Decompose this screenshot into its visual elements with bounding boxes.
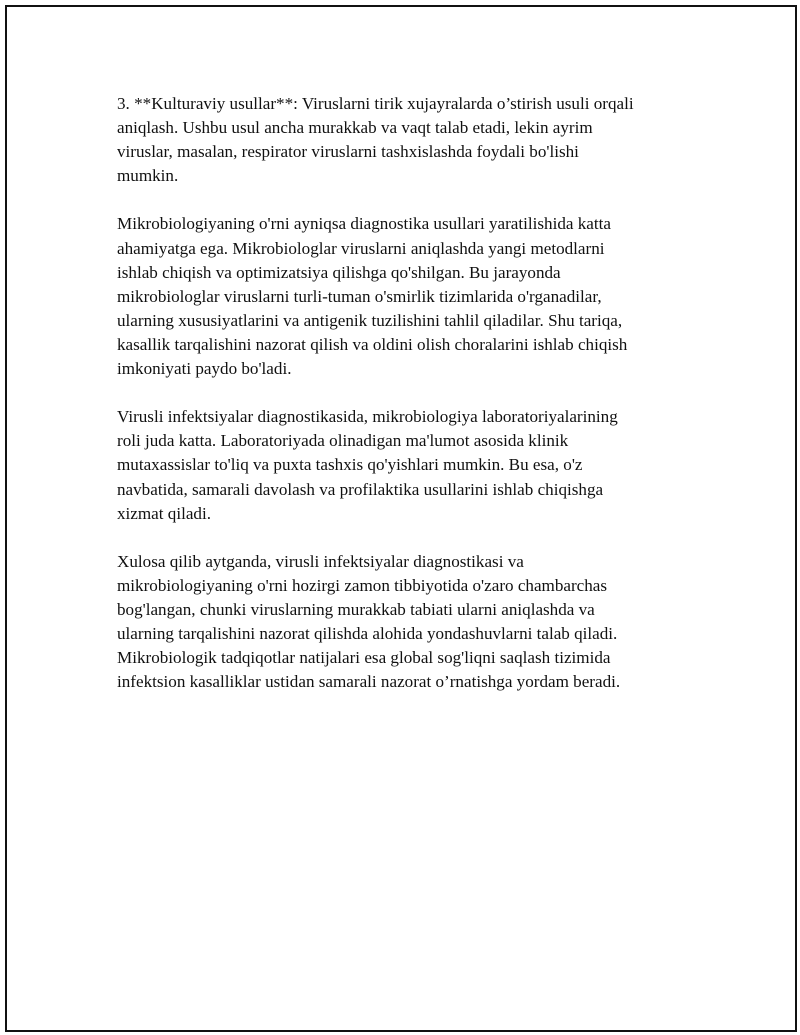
paragraph-laboratory-diagnostics <box>117 405 687 525</box>
paragraph-cultural-methods <box>117 92 687 188</box>
text-line: mutaxassislar to'liq va puxta tashxis qo'yishlari mumkin. Bu esa, o'z <box>117 455 583 475</box>
text-line: aniqlash. Ushbu usul ancha murakkab va vaqt talab etadi, lekin ayrim <box>117 118 593 138</box>
text-line: navbatida, samarali davolash va profilaktika usullarini ishlab chiqishga <box>117 479 604 499</box>
text-line: xizmat qiladi. <box>117 503 211 523</box>
text-line: kasallik tarqalishini nazorat qilish va oldini olish choralarini ishlab chiqish <box>117 334 628 354</box>
text-line: Virusli infektsiyalar diagnostikasida, mikrobiologiya laboratoriyalarining <box>117 407 618 427</box>
text-line: mikrobiologiyaning o'rni hozirgi zamon tibbiyotida o'zaro chambarchas <box>117 575 608 595</box>
text-line: ularning xususiyatlarini va antigenik tuzilishini tahlil qiladilar. Shu tariqa, <box>117 310 623 330</box>
document-body <box>117 92 687 718</box>
text-line: ularning tarqalishini nazorat qilishda alohida yondashuvlarni talab qiladi. <box>117 624 618 644</box>
text-line: roli juda katta. Laboratoriyada olinadigan ma'lumot asosida klinik <box>117 431 569 451</box>
text-line: viruslar, masalan, respirator viruslarni tashxislashda foydali bo'lishi <box>117 142 579 162</box>
text-line: infektsion kasalliklar ustidan samarali nazorat o’rnatishga yordam beradi. <box>117 672 621 692</box>
text-line: Xulosa qilib aytganda, virusli infektsiyalar diagnostikasi va <box>117 551 524 571</box>
text-line: Mikrobiologik tadqiqotlar natijalari esa global sog'liqni saqlash tizimida <box>117 648 611 668</box>
paragraph-conclusion <box>117 550 687 695</box>
text-line: imkoniyati paydo bo'ladi. <box>117 359 292 379</box>
text-line: Mikrobiologiyaning o'rni ayniqsa diagnostika usullari yaratilishida katta <box>117 214 611 234</box>
text-line: bog'langan, chunki viruslarning murakkab tabiati ularni aniqlashda va <box>117 599 595 619</box>
paragraph-microbiology-role <box>117 212 687 381</box>
text-line: ishlab chiqish va optimizatsiya qilishga qo'shilgan. Bu jarayonda <box>117 262 561 282</box>
text-line: 3. **Kulturaviy usullar**: Viruslarni tirik xujayralarda o’stirish usuli orqali <box>117 94 634 113</box>
text-line: mikrobiologlar viruslarni turli-tuman o'smirlik tizimlarida o'rganadilar, <box>117 286 602 306</box>
text-line: mumkin. <box>117 166 179 186</box>
text-line: ahamiyatga ega. Mikrobiologlar viruslarni aniqlashda yangi metodlarni <box>117 238 605 258</box>
